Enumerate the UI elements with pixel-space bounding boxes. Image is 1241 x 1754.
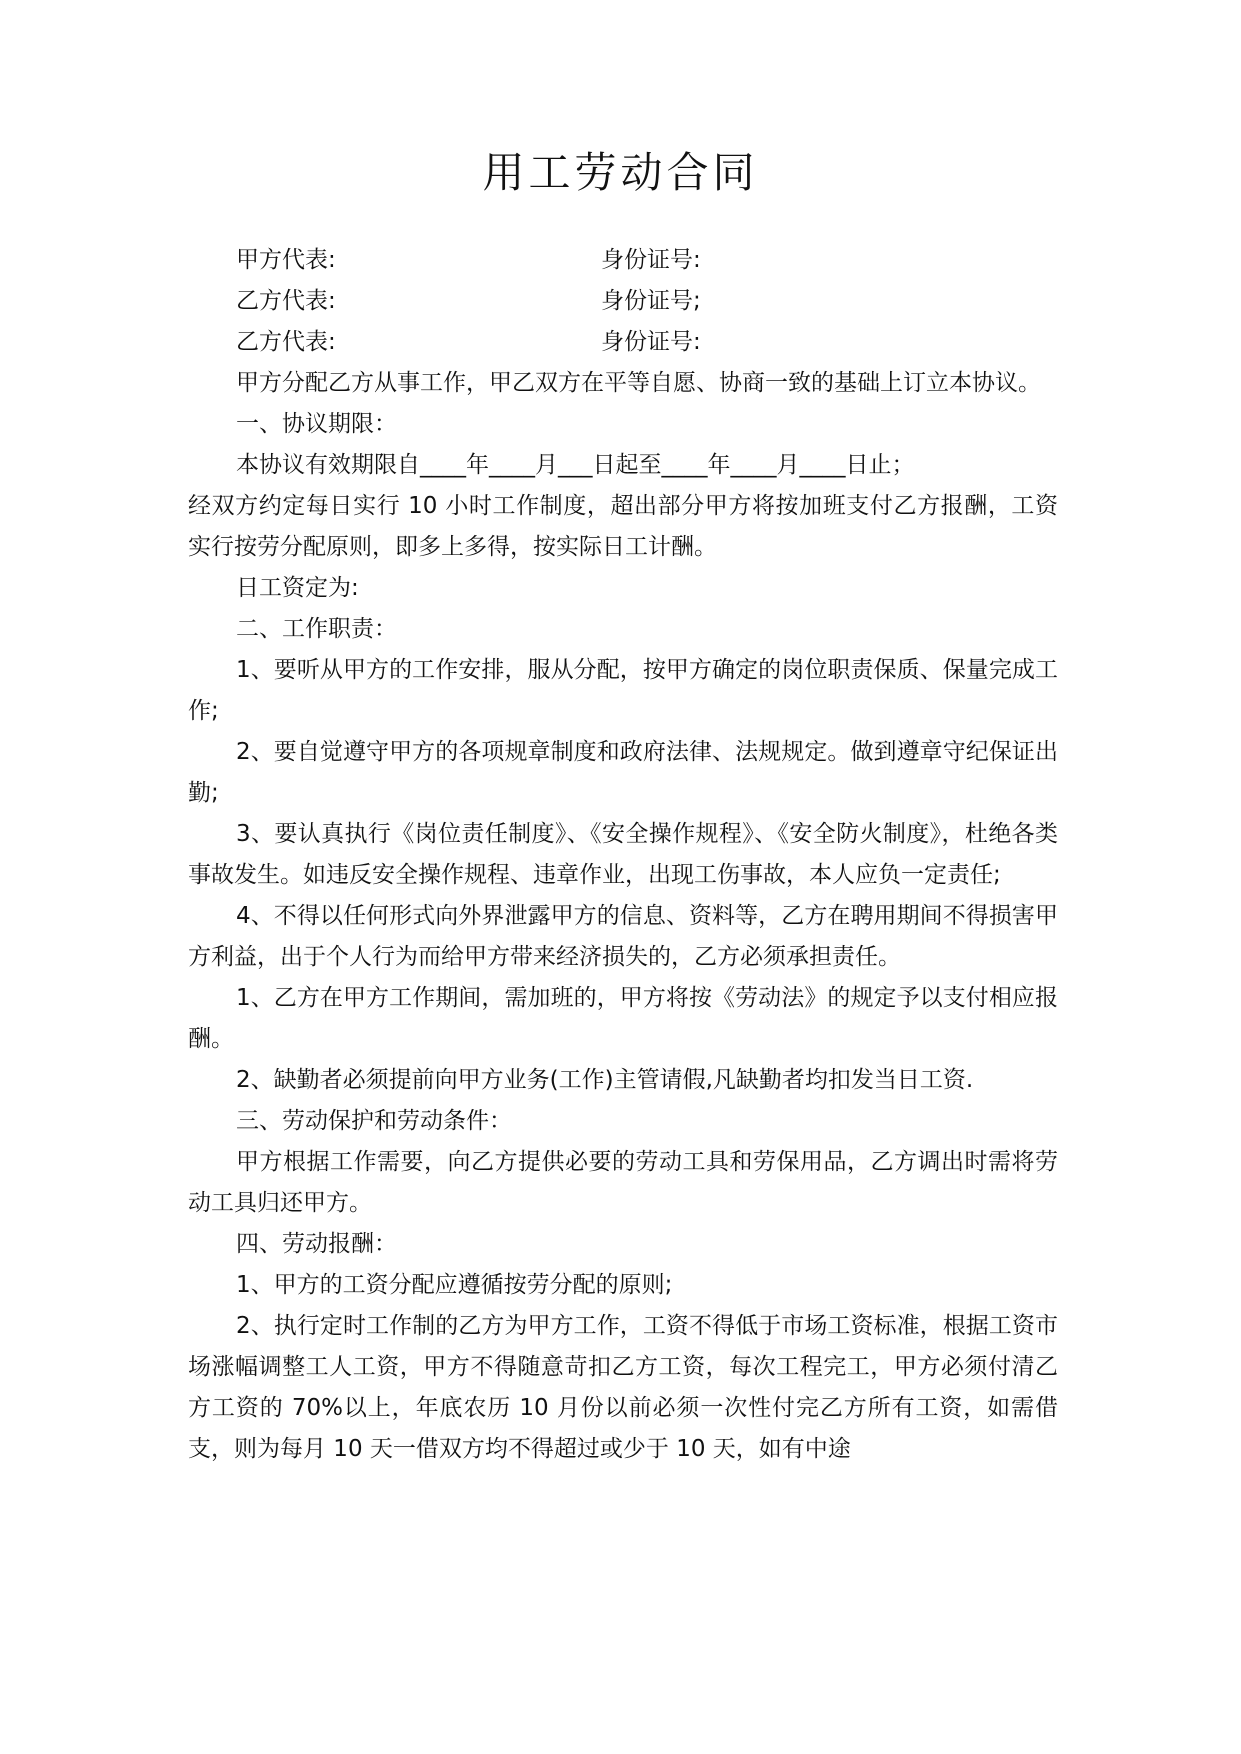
paragraph: 经双方约定每日实行 10 小时工作制度，超出部分甲方将按加班支付乙方报酬，工资实行按劳分配原则，即多上多得，按实际日工计酬。: [188, 493, 1058, 560]
party-row: [188, 322, 1058, 363]
section-heading: 一、协议期限：: [236, 411, 397, 437]
party-row: [188, 240, 1058, 281]
party-id-label: 身份证号:: [601, 329, 701, 355]
party-id-label: 身份证号:: [601, 247, 701, 273]
party-row: [188, 281, 1058, 322]
document-title: 用工劳动合同: [482, 148, 759, 197]
paragraph: 日工资定为:: [236, 575, 359, 601]
section-heading: 三、劳动保护和劳动条件：: [236, 1108, 512, 1134]
list-item: 2、要自觉遵守甲方的各项规章制度和政府法律、法规规定。做到遵章守纪保证出勤;: [188, 739, 1058, 806]
list-item: 4、不得以任何形式向外界泄露甲方的信息、资料等，乙方在聘用期间不得损害甲方利益，出于个人行为而给甲方带来经济损失的，乙方必须承担责任。: [188, 903, 1058, 970]
document-body: [188, 240, 1058, 1470]
paragraph: 本协议有效期限自____年____月___日起至____年____月____日止；: [236, 452, 915, 478]
party-rep-label: 乙方代表:: [236, 288, 336, 314]
list-item: 1、要听从甲方的工作安排，服从分配，按甲方确定的岗位职责保质、保量完成工作;: [188, 657, 1058, 724]
section-heading: 二、工作职责：: [236, 616, 397, 642]
paragraph: 甲方根据工作需要，向乙方提供必要的劳动工具和劳保用品，乙方调出时需将劳动工具归还甲方。: [188, 1149, 1058, 1216]
section-heading: 四、劳动报酬：: [236, 1231, 397, 1257]
party-rep-label: 甲方代表:: [236, 247, 336, 273]
list-item: 1、乙方在甲方工作期间，需加班的，甲方将按《劳动法》的规定予以支付相应报酬。: [188, 985, 1058, 1052]
party-rep-label: 乙方代表:: [236, 329, 336, 355]
intro-paragraph: 甲方分配乙方从事工作，甲乙双方在平等自愿、协商一致的基础上订立本协议。: [236, 370, 1041, 396]
list-item: 2、缺勤者必须提前向甲方业务(工作)主管请假,凡缺勤者均扣发当日工资.: [236, 1067, 974, 1093]
party-id-label: 身份证号;: [601, 288, 701, 314]
list-item: 2、执行定时工作制的乙方为甲方工作，工资不得低于市场工资标准，根据工资市场涨幅调整工人工资，甲方不得随意苛扣乙方工资，每次工程完工，甲方必须付清乙方工资的 70%以上，年底农历 10 月份以前必须一次性付完乙方所有工资，如需借支，则为每月 10 天一借双方均不得超过或少于 10 天，如有中途: [188, 1313, 1058, 1462]
list-item: 3、要认真执行《岗位责任制度》、《安全操作规程》、《安全防火制度》，杜绝各类事故发生。如违反安全操作规程、违章作业，出现工伤事故，本人应负一定责任;: [188, 821, 1058, 888]
list-item: 1、甲方的工资分配应遵循按劳分配的原则;: [236, 1272, 673, 1298]
